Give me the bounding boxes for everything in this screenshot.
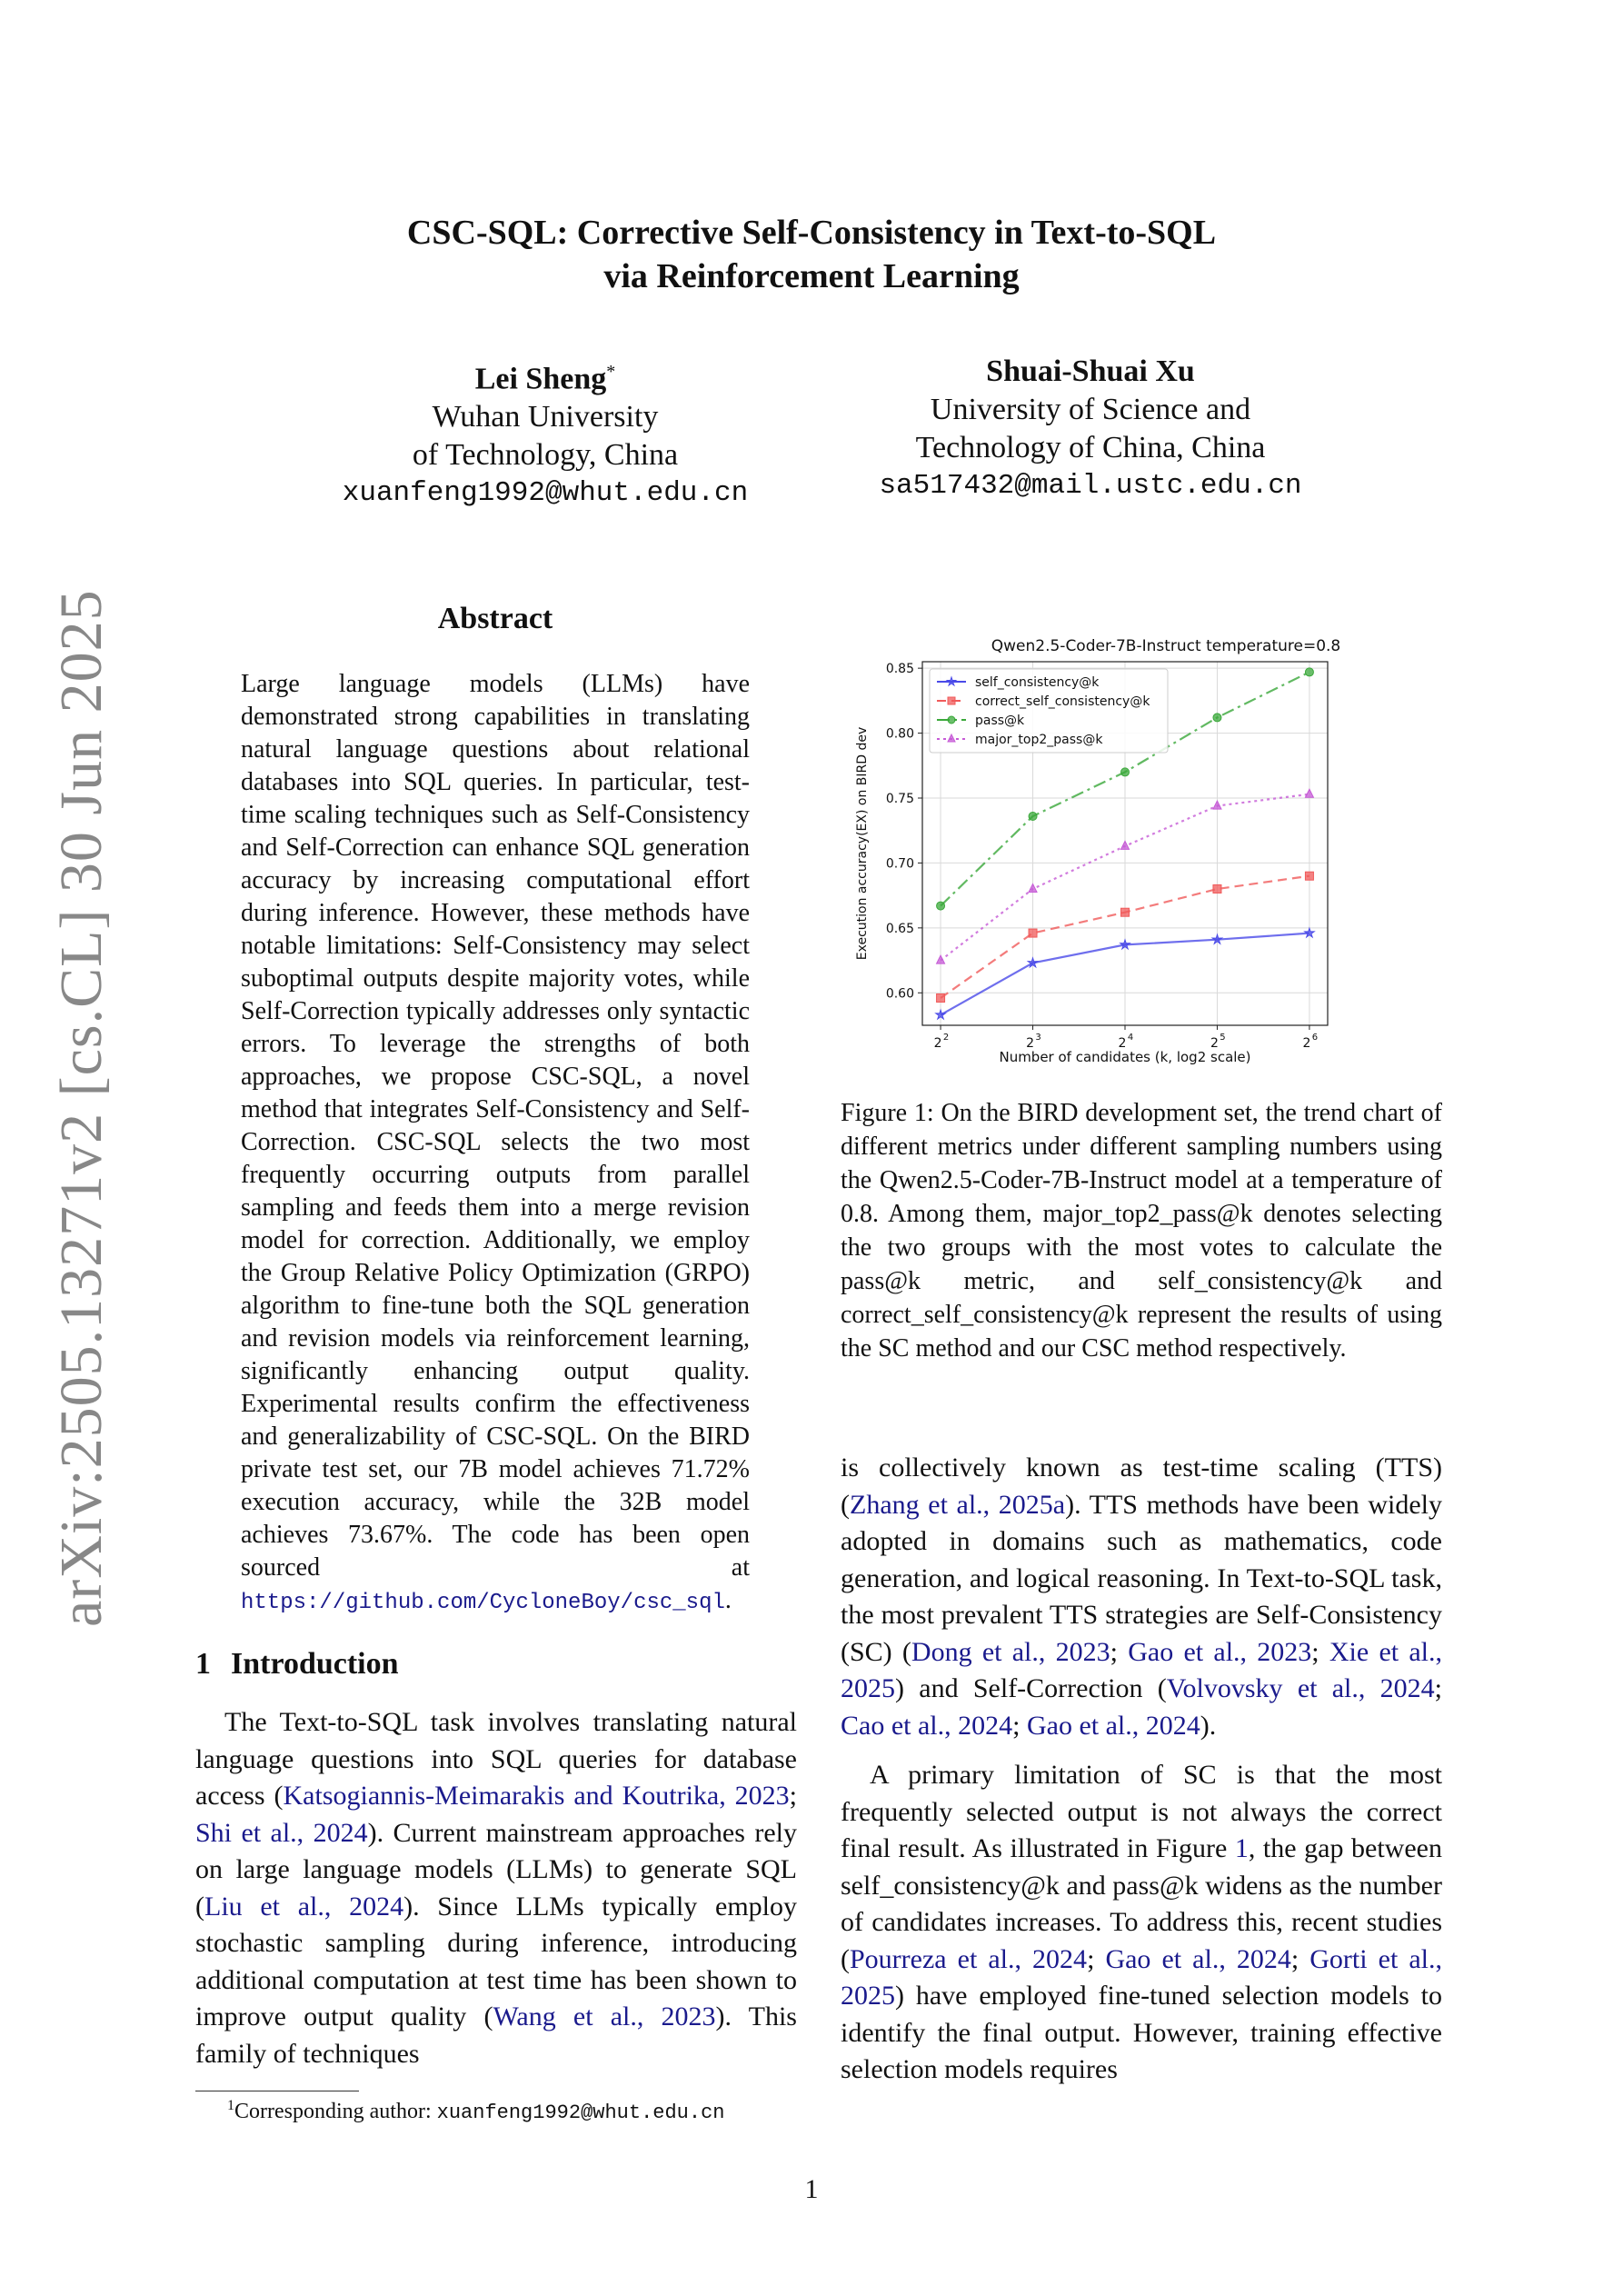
data-point (937, 902, 945, 910)
body-text: ; (1087, 1943, 1106, 1974)
citation-link[interactable]: Wang et al., 2023 (493, 2002, 716, 2031)
y-tick-label: 0.65 (885, 921, 914, 936)
abstract-body (241, 668, 750, 1620)
body-text: ) and Self-Correction ( (895, 1673, 1167, 1703)
citation-link[interactable]: Xie et al., 2025 (841, 1636, 1443, 1703)
author-affiliation: University of Science and (930, 393, 1251, 426)
author-affiliation: Technology of China, China (915, 431, 1266, 464)
y-tick-label: 0.75 (885, 792, 914, 806)
data-point (1029, 929, 1037, 937)
author-name: Lei Sheng (474, 362, 607, 396)
chart-legend (930, 669, 1168, 753)
intro-text: ; (789, 1781, 797, 1811)
author-name: Shuai-Shuai Xu (986, 354, 1195, 388)
legend-label: pass@k (975, 714, 1025, 728)
y-tick-label: 0.80 (885, 726, 914, 742)
body-text: , the gap between self_consistency@k and pass@k widens as the number of candidates increases. To address this, recent studies ( (841, 1833, 1442, 1974)
abstract-end: . (724, 1586, 732, 1614)
data-point (1213, 801, 1221, 809)
author-email[interactable]: sa517432@mail.ustc.edu.cn (879, 470, 1302, 502)
x-tick-exponent: 5 (1220, 1033, 1226, 1043)
citation-link[interactable]: Katsogiannis-Meimarakis and Koutrika, 2023 (283, 1781, 790, 1811)
page-number: 1 (804, 2174, 819, 2204)
author-block-2 (845, 353, 1336, 505)
legend-label: correct_self_consistency@k (975, 694, 1150, 709)
citation-link[interactable]: Pourreza et al., 2024 (850, 1943, 1088, 1974)
body-text: ; (1311, 1636, 1329, 1667)
citation-link[interactable]: Gorti et al., 2025 (841, 1943, 1442, 2011)
x-tick-exponent: 3 (1035, 1033, 1041, 1043)
body-text: ; (1110, 1636, 1129, 1667)
y-tick-label: 0.85 (885, 662, 914, 677)
intro-text: ). Since LLMs typically employ stochastic sampling during inference, introducing additional computation at test time has been shown to improve output quality ( (195, 1891, 797, 2031)
data-point (1213, 885, 1221, 893)
body-text: A primary limitation of SC is that the most frequently selected output is not always the correct final result. As illustrated in Figure (841, 1760, 1442, 1863)
chart-y-label: Execution accuracy(EX) on BIRD dev (855, 726, 870, 961)
data-point (1305, 668, 1313, 676)
x-tick-exponent: 4 (1127, 1033, 1134, 1043)
footnote-email[interactable]: xuanfeng1992@whut.edu.cn (436, 2101, 725, 2124)
body-text: is collectively known as test-time scaling (TTS) ( (841, 1452, 1442, 1520)
intro-text: The Text-to-SQL task involves translating natural language questions into SQL queries for database access ( (195, 1707, 797, 1811)
citation-link[interactable]: Liu et al., 2024 (204, 1891, 404, 1922)
y-tick-label: 0.70 (885, 856, 914, 872)
data-point (1213, 714, 1221, 722)
data-point (1029, 813, 1037, 821)
data-point (948, 697, 955, 704)
data-point (1121, 768, 1130, 776)
body-text: ). TTS methods have been widely adopted in domains such as mathematics, code generation, and logical reasoning. In Text-to-SQL task, the most prevalent TTS strategies are Self-Consistency (SC) ( (841, 1489, 1442, 1667)
citation-link[interactable]: Gao et al., 2023 (1128, 1636, 1312, 1667)
citation-link[interactable]: Zhang et al., 2025a (850, 1489, 1066, 1520)
author-block-1 (300, 353, 791, 513)
citation-link[interactable]: Volvovsky et al., 2024 (1166, 1673, 1435, 1703)
chart-title: Qwen2.5-Coder-7B-Instruct temperature=0.8 (991, 637, 1341, 655)
legend-label: self_consistency@k (975, 675, 1100, 690)
abstract-heading: Abstract (437, 602, 553, 635)
citation-link[interactable]: Gao et al., 2024 (1105, 1943, 1291, 1974)
author-mark: * (606, 362, 616, 382)
right-column-text (841, 1450, 1442, 2089)
x-tick-label: 2 (1302, 1036, 1311, 1051)
intro-text: ). This family of techniques (195, 2002, 797, 2069)
x-tick-label: 2 (1118, 1036, 1127, 1051)
section-heading (195, 1647, 399, 1682)
arxiv-stamp: arXiv:2505.13271v2 [cs.CL] 30 Jun 2025 (48, 589, 115, 1627)
section-number: 1 (195, 1647, 211, 1681)
title-line-2: via Reinforcement Learning (603, 257, 1020, 295)
x-tick-exponent: 2 (942, 1033, 950, 1043)
data-point (1305, 872, 1313, 880)
author-affiliation: of Technology, China (412, 438, 679, 473)
code-url-link[interactable]: https://github.com/CycloneBoy/csc_sql (241, 1591, 725, 1615)
author-email[interactable]: xuanfeng1992@whut.edu.cn (342, 477, 749, 510)
data-point (937, 994, 945, 1003)
data-point (1305, 789, 1313, 797)
body-text: ; (1290, 1943, 1310, 1974)
abstract-text: Large language models (LLMs) have demonstrated strong capabilities in translating natural language questions about relational databases into SQL queries. In particular, test-time scaling techniques such as Self-Consistency and Self-Correction can enhance SQL generation accuracy by increasing computational effort during inference. However, these methods have notable limitations: Self-Consistency may select suboptimal outputs despite majority votes, while Self-Correction typically addresses only syntactic errors. To leverage the strengths of both approaches, we propose CSC-SQL, a novel method that integrates Self-Consistency and Self-Correction. CSC-SQL selects the two most frequently occurring outputs from parallel sampling and feeds them into a merge revision model for correction. Additionally, we employ the Group Relative Policy Optimization (GRPO) algorithm to fine-tune both the SQL generation and revision models via reinforcement learning, significantly enhancing output quality. Experimental results confirm the effectiveness and generalizability of CSC-SQL. On the BIRD private test set, our 7B model achieves 71.72% execution accuracy, while the 32B model achieves 73.67%. The code has been open sourced at (241, 670, 750, 1582)
figure-ref-link[interactable]: 1 (1234, 1833, 1249, 1863)
x-tick-label: 2 (1026, 1036, 1034, 1051)
x-tick-exponent: 6 (1311, 1033, 1319, 1043)
chart-x-label: Number of candidates (k, log2 scale) (999, 1049, 1251, 1065)
citation-link[interactable]: Gao et al., 2024 (1026, 1710, 1200, 1741)
author-affiliation: Wuhan University (432, 400, 659, 434)
y-tick-label: 0.60 (885, 986, 914, 1002)
data-point (1121, 841, 1130, 849)
data-point (948, 716, 955, 724)
body-text: ; (1434, 1673, 1443, 1703)
citation-link[interactable]: Dong et al., 2023 (911, 1636, 1110, 1667)
intro-paragraph (195, 1704, 797, 2072)
figure-1-chart (841, 627, 1442, 1073)
section-title: Introduction (231, 1647, 399, 1681)
title-line-1: CSC-SQL: Corrective Self-Consistency in Text-to-SQL (406, 214, 1217, 252)
x-tick-label: 2 (1210, 1036, 1219, 1051)
body-text: ) have employed fine-tuned selection models to identify the final output. However, training effective selection models requires (841, 1981, 1442, 2084)
paper-title (0, 211, 1623, 298)
footnote (227, 2098, 725, 2124)
citation-link[interactable]: Shi et al., 2024 (195, 1817, 368, 1848)
x-tick-label: 2 (933, 1036, 942, 1051)
data-point (1121, 908, 1130, 916)
figure-caption: Figure 1: On the BIRD development set, the trend chart of different metrics under different sampling numbers using the Qwen2.5-Coder-7B-Instruct model at a temperature of 0.8. Among them, major_top2_pass@k denotes selecting the two groups with the most votes to calculate the pass@k metric, and self_consistency@k and correct_self_consistency@k represent the results of using the SC method and our CSC method respectively. (841, 1099, 1442, 1363)
data-point (1029, 884, 1037, 893)
data-point (937, 955, 945, 963)
footnote-mark: 1 (227, 2098, 234, 2113)
intro-text: ). Current mainstream approaches rely on large language models (LLMs) to generate SQL ( (195, 1817, 797, 1922)
citation-link[interactable]: Cao et al., 2024 (841, 1710, 1013, 1741)
body-text: ). (1200, 1710, 1217, 1741)
body-text: ; (1012, 1710, 1027, 1741)
footnote-text: Corresponding author: (234, 2100, 437, 2123)
legend-label: major_top2_pass@k (975, 733, 1103, 747)
